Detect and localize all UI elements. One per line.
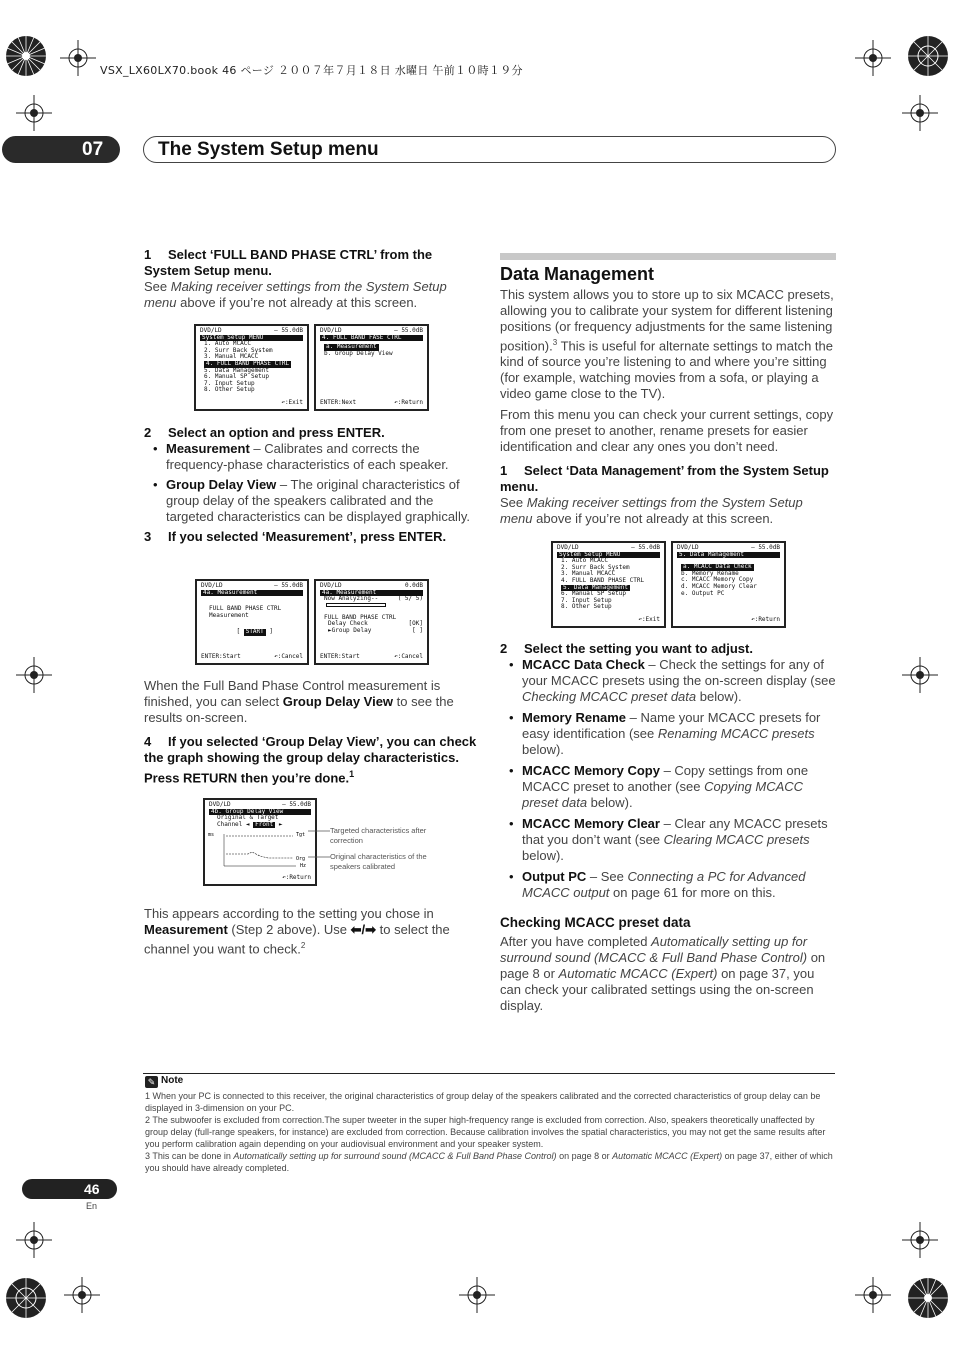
page-number: 46 [22,1179,117,1199]
list-item: • Measurement – Calibrates and corrects the frequency-phase characteristics of each speaker. [144,441,479,473]
step-4: 4 If you selected ‘Group Delay View’, you can check the graph showing the group delay characteristics. Press RETURN then you’re done.$^1$ [144,734,477,786]
paragraph: This appears according to the setting you chose in Measurement (Step 2 above). Use ⬅/➡ to select the channel you want to check.$^2$ [144,906,450,957]
osd-screen-analyzing: DVD/LD 0.0dB 4a. Measurement Now Analyzing-- ( 5/ 5) FULL BAND PHASE CTRL Delay Check [OK] ►Group Delay [ ] ENTER:Start ↶:Cancel [314,579,429,665]
footnote-2: 2 The subwoofer is excluded from correction.The super tweeter in the super high-frequency range is excluded from correction. Also, speakers theoretically unaffected by group delay (full-range speakers, for instance) are excluded from correction. Because calibration involves the spatial characteristics, you may not get the same results after you perform calibration again depending on your audiovisual environment and your speaker system. [145,1115,826,1149]
registration-sunburst-icon [4,34,48,78]
svg-text:Tgt: Tgt [296,832,306,838]
left-column [144,247,479,311]
step-1-see: See Making receiver settings from the System Setup menu above if you’re not already at this screen. [500,495,803,527]
progress-bar [326,603,386,607]
registration-sunburst-icon [4,1276,48,1320]
svg-text:Org: Org [296,856,306,862]
step-1: 1 Select ‘Data Management’ from the System Setup menu. [500,463,829,495]
osd-screen-full-band: DVD/LD – 55.0dB 4. FULL BAND FASE CTRL a. Measurement b. Group Delay View ENTER:Next ↶:Return [314,324,429,411]
chapter-title: The System Setup menu [143,136,836,163]
options-list [144,441,479,525]
osd-screen-system-setup: DVD/LD – 55.0dB System Setup MENU 1. Auto MCACC 2. Surr Back System 3. Manual MCACC 4. FULL BAND PHASE CTRL 5. Data Management 6. Manual SP Setup 7. Input Setup 8. Other Setup ↶:Exit [194,324,309,411]
list-item: • MCACC Memory Clear – Clear any MCACC presets that you don’t want (see Clearing MCACC presets below). [500,816,836,864]
step-2: 2 Select an option and press ENTER. [144,425,385,440]
crosshair-icon [902,657,938,693]
crosshair-icon [16,95,52,131]
step-1: 1 Select ‘FULL BAND PHASE CTRL’ from the System Setup menu. [144,247,433,278]
crosshair-icon [902,1222,938,1258]
callout-targeted: Targeted characteristics after correction [330,826,427,845]
step-1-see: See Making receiver settings from the System Setup menu above if you’re not already at this screen. [144,279,447,310]
paragraph: This system allows you to store up to six MCACC presets, allowing you to calibrate your system for different listening positions (or frequency adjustments for the same listening position).$^3$ This is useful for alternate settings to match the kind of source you’re listening to and where you’re sitting (for example, watching movies from a sofa, or playing a video game close to the TV). [500,287,834,402]
osd-screen-system-setup: DVD/LD – 55.0dB System Setup MENU 1. Auto MCACC 2. Surr Back System 3. Manual MCACC 4. FULL BAND PHASE CTRL 5. Data Management 6. Manual SP Setup 7. Input Setup 8. Other Setup ↶:Exit [551,541,666,628]
paragraph: From this menu you can check your current settings, copy from one preset to another, rename presets for easier identification and clear any ones you don’t need. [500,407,834,455]
settings-list [500,657,836,901]
list-item: • Group Delay View – The original characteristics of group delay of the speakers calibrated and the targeted characteristics can be displayed graphically. [144,477,479,525]
svg-text:Hz: Hz [300,863,307,869]
step-2: 2 Select the setting you want to adjust. [500,641,753,656]
crosshair-icon [902,95,938,131]
footnote-1: 1 When your PC is connected to this receiver, the original characteristics of group delay of the speakers calibrated and the corrected characteristics of group delay can be displayed in 3-dimension on your PC. [145,1091,821,1113]
list-item: • MCACC Data Check – Check the settings for any of your MCACC presets using the on-screen display (see Checking MCACC preset data below). [500,657,836,705]
list-item: • Memory Rename – Name your MCACC presets for easy identification (see Renaming MCACC presets below). [500,710,836,758]
crosshair-icon [64,1277,100,1313]
note-pen-icon: ✎ [145,1076,158,1088]
crosshair-icon [60,40,96,76]
divider [143,1073,835,1074]
chapter-number: 07 [2,136,120,163]
list-item: • MCACC Memory Copy – Copy settings from one MCACC preset to another (see Copying MCACC preset data below). [500,763,836,811]
crosshair-icon [459,1277,495,1313]
footnote-3: 3 This can be done in Automatically setting up for surround sound (MCACC & Full Band Phase Control) on page 8 or Automatic MCACC (Expert) on page 37, either of which you should have already completed. [145,1151,833,1173]
crosshair-icon [855,40,891,76]
step-3: 3 If you selected ‘Measurement’, press ENTER. [144,529,447,544]
section-rule [500,253,836,260]
section-heading: Data Management [500,264,655,284]
callout-original: Original characteristics of the speakers calibrated [330,852,427,871]
arrow-keys-icon: ⬅/➡ [350,922,377,937]
list-item: • Output PC – See Connecting a PC for Advanced MCACC output on page 61 for more on this. [500,869,836,901]
registration-sunburst-icon [906,1276,950,1320]
osd-screen-measurement: DVD/LD – 55.0dB 4a. Measurement FULL BAND PHASE CTRL Measurement [ START ] ENTER:Start ↶:Cancel [195,579,309,665]
registration-sunburst-icon [906,34,950,78]
note-title: Note [161,1075,184,1086]
osd-screen-data-management: DVD/LD – 55.0dB 5. Data Management a. MCACC Data Check b. Memory Rename c. MCACC Memory Copy d. MCACC Memory Clear e. Output PC ↶:Return [671,541,786,628]
right-column [500,287,836,527]
crosshair-icon [16,657,52,693]
language-label: En [86,1201,98,1211]
start-button: START [245,628,264,636]
subsection-heading: Checking MCACC preset data [500,915,691,930]
crosshair-icon [16,1222,52,1258]
callout-leader-lines [308,825,332,865]
paragraph: After you have completed Automatically setting up for surround sound (MCACC & Full Band Phase Control) on page 8 or Automatic MCACC (Expert) on page 37, you can check your calibrated settings using the on-screen display. [500,934,826,1013]
paragraph: When the Full Band Phase Control measurement is finished, you can select Group Delay View to see the results on-screen. [144,678,454,725]
group-delay-graph [208,830,313,870]
svg-text:ms: ms [208,832,215,838]
osd-screen-group-delay: DVD/LD – 55.0dB 4b. Group Delay View Original & Target Channel ◄ Front ► ms Tgt Org Hz ↶:Return [203,798,317,886]
menu-list: 1. Auto MCACC 2. Surr Back System 3. Manual MCACC 4. FULL BAND PHASE CTRL 5. Data Management 6. Manual SP Setup 7. Input Setup 8. Other Setup [204,340,290,394]
crosshair-icon [855,1277,891,1313]
footnotes [145,1090,835,1174]
print-info-line: VSX_LX60LX70.book 46 ページ ２００７年７月１８日 水曜日 午前１０時１９分 [100,64,523,77]
